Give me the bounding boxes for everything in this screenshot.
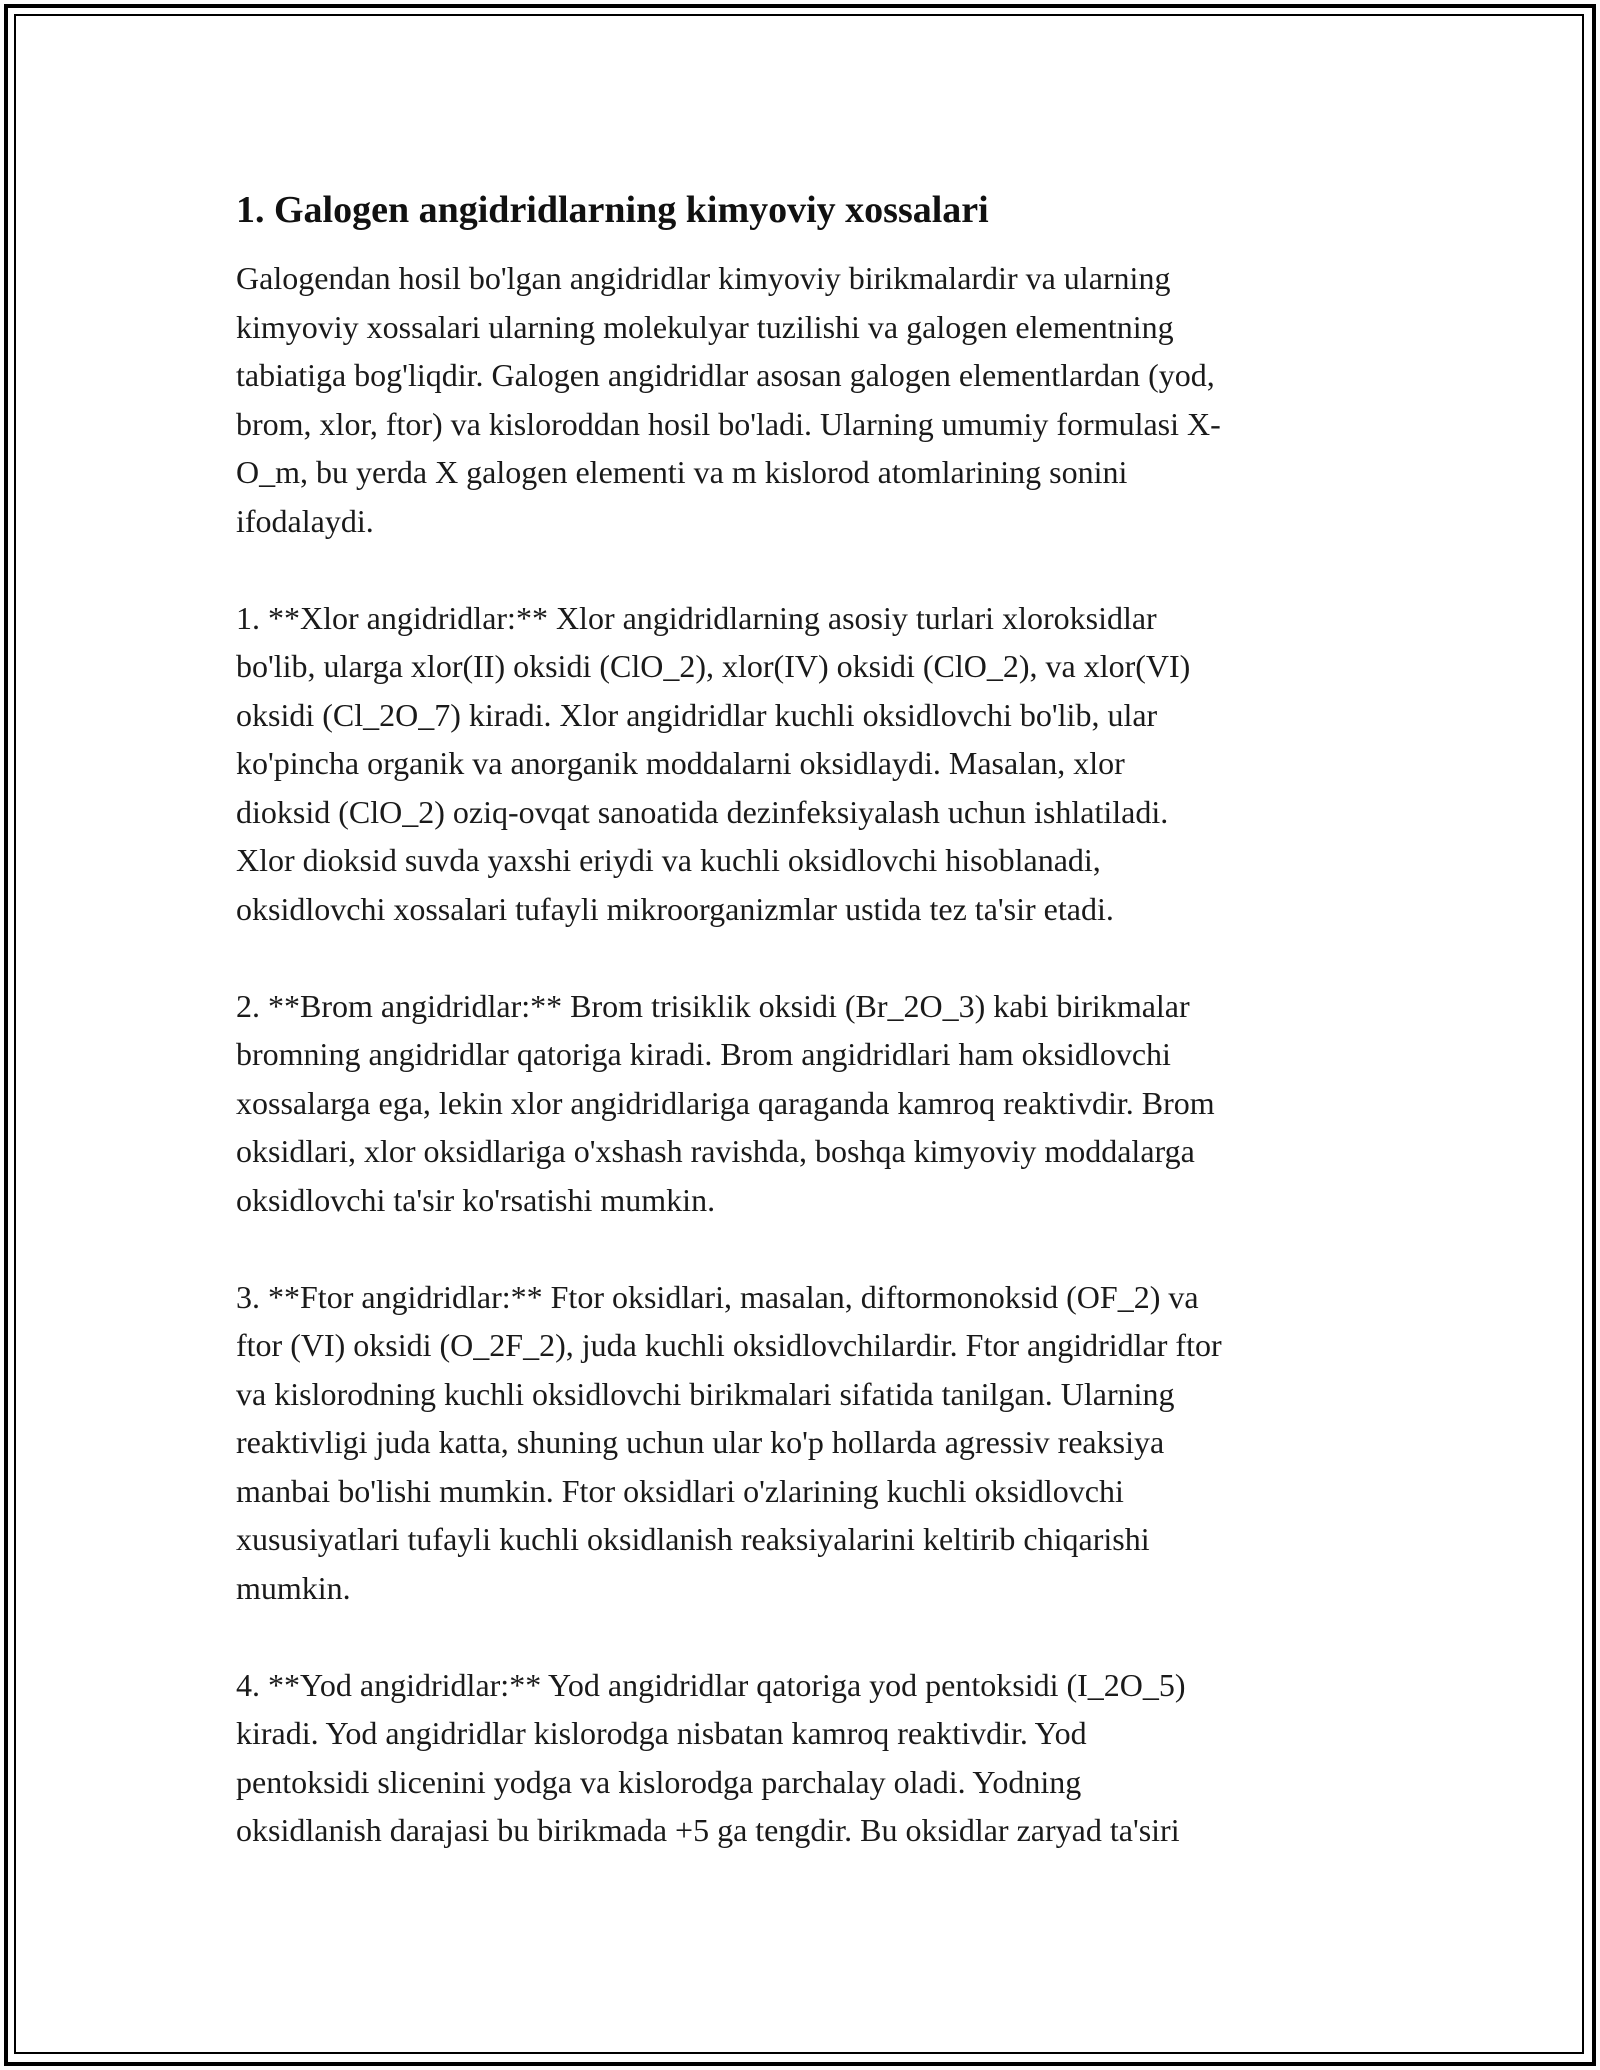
text-line: va kislorodning kuchli oksidlovchi birikmalari sifatida tanilgan. Ularning: [236, 1375, 1175, 1412]
text-line: 2. **Brom angidridlar:** Brom trisiklik oksidi (Br_2O_3) kabi birikmalar: [236, 987, 1190, 1024]
text-line: Galogendan hosil bo'lgan angidridlar kimyoviy birikmalardir va ularning: [236, 260, 1171, 296]
text-line: mumkin.: [236, 1569, 351, 1606]
text-line: ftor (VI) oksidi (O_2F_2), juda kuchli oksidlovchilardir. Ftor angidridlar ftor: [236, 1327, 1222, 1363]
bromine-paragraph: [236, 982, 1386, 1225]
text-line: tabiatiga bog'liqdir. Galogen angidridlar asosan galogen elementlardan (yod,: [236, 357, 1215, 393]
text-line: oksidlovchi xossalari tufayli mikroorganizmlar ustida tez ta'sir etadi.: [236, 890, 1114, 927]
iodine-paragraph: [236, 1661, 1386, 1855]
text-line: xossalarga ega, lekin xlor angidridlariga qaraganda kamroq reaktivdir. Brom: [236, 1084, 1215, 1121]
text-line: xususiyatlari tufayli kuchli oksidlanish reaksiyalarini keltirib chiqarishi: [236, 1521, 1150, 1557]
text-line: oksidlovchi ta'sir ko'rsatishi mumkin.: [236, 1181, 716, 1218]
section-heading: 1. Galogen angidridlarning kimyoviy xossalari: [236, 189, 989, 231]
text-line: oksidlanish darajasi bu birikmada +5 ga tengdir. Bu oksidlar zaryad ta'siri: [236, 1812, 1180, 1848]
chlorine-paragraph: [236, 594, 1386, 934]
text-line: 1. **Xlor angidridlar:** Xlor angidridlarning asosiy turlari xloroksidlar: [236, 599, 1157, 636]
text-line: Xlor dioksid suvda yaxshi eriydi va kuchli oksidlovchi hisoblanadi,: [236, 842, 1101, 878]
text-line: 3. **Ftor angidridlar:** Ftor oksidlari, masalan, diftormonoksid (OF_2) va: [236, 1278, 1199, 1315]
document-body: [236, 186, 1386, 1903]
text-line: O_m, bu yerda X galogen elementi va m kislorod atomlarining sonini: [236, 454, 1128, 490]
text-line: kiradi. Yod angidridlar kislorodga nisbatan kamroq reaktivdir. Yod: [236, 1715, 1087, 1751]
text-line: oksidlari, xlor oksidlariga o'xshash ravishda, boshqa kimyoviy moddalarga: [236, 1133, 1195, 1169]
text-line: pentoksidi slicenini yodga va kislorodga parchalay oladi. Yodning: [236, 1763, 1082, 1800]
text-line: ifodalaydi.: [236, 502, 374, 539]
text-line: 4. **Yod angidridlar:** Yod angidridlar qatoriga yod pentoksidi (I_2O_5): [236, 1666, 1186, 1703]
text-line: manbai bo'lishi mumkin. Ftor oksidlari o'zlarining kuchli oksidlovchi: [236, 1472, 1124, 1509]
text-line: bo'lib, ularga xlor(II) oksidi (ClO_2), xlor(IV) oksidi (ClO_2), va xlor(VI): [236, 648, 1191, 684]
text-line: ko'pincha organik va anorganik moddalarni oksidlaydi. Masalan, xlor: [236, 745, 1125, 781]
intro-paragraph: [236, 254, 1386, 545]
text-line: oksidi (Cl_2O_7) kiradi. Xlor angidridlar kuchli oksidlovchi bo'lib, ular: [236, 696, 1158, 733]
text-line: brom, xlor, ftor) va kisloroddan hosil bo'ladi. Ularning umumiy formulasi X-: [236, 405, 1221, 442]
text-line: bromning angidridlar qatoriga kiradi. Brom angidridlari ham oksidlovchi: [236, 1036, 1171, 1072]
fluorine-paragraph: [236, 1273, 1386, 1613]
text-line: reaktivligi juda katta, shuning uchun ular ko'p hollarda agressiv reaksiya: [236, 1424, 1165, 1460]
text-line: dioksid (ClO_2) oziq-ovqat sanoatida dezinfeksiyalash uchun ishlatiladi.: [236, 793, 1169, 830]
text-line: kimyoviy xossalari ularning molekulyar tuzilishi va galogen elementning: [236, 308, 1174, 345]
